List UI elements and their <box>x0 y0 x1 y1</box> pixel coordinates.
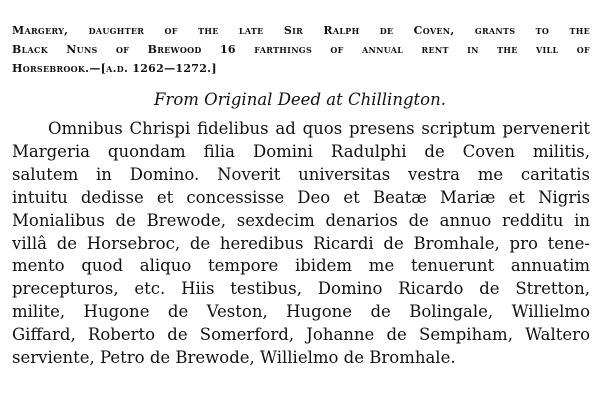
text-line: milite, Hugone de Veston, Hugone de Bolingale, Willielmo <box>12 302 590 322</box>
text-line: Margeria quondam filia Domini Radulphi de Coven militis, <box>12 141 590 161</box>
text-line: Giffard, Roberto de Somerford, Johanne de Sempiham, Waltero <box>12 325 590 345</box>
text-line: mento quod aliquo tempore ibidem me tenuerunt annuatim <box>12 256 590 276</box>
deed-heading <box>12 21 590 78</box>
text-line: precepturos, etc. Hiis testibus, Domino Ricardo de Stretton, <box>12 279 590 299</box>
text-line: villâ de Horsebroc, de heredibus Ricardi de Bromhale, pro tene- <box>12 233 590 253</box>
text-line: Monialibus de Brewode, sexdecim denarios de annuo redditu in <box>12 210 590 230</box>
deed-text <box>12 118 590 370</box>
text-line: serviente, Petro de Brewode, Willielmo de Bromhale. <box>12 348 456 368</box>
text-line: salutem in Domino. Noverit universitas vestra me caritatis <box>12 164 590 184</box>
heading-line: Horsebrook.—[a.d. 1262—1272.] <box>12 62 217 75</box>
text-line: Omnibus Chrispi fidelibus ad quos presens scriptum pervenerit <box>48 119 590 138</box>
heading-line: Black Nuns of Brewood 16 farthings of annual rent in the vill of <box>12 43 590 56</box>
text-line: intuitu dedisse et concessisse Deo et Beatæ Mariæ et Nigris <box>12 187 590 207</box>
heading-line: Margery, daughter of the late Sir Ralph de Coven, grants to the <box>12 24 590 37</box>
deed-source-subtitle: From Original Deed at Chillington. <box>154 90 446 109</box>
